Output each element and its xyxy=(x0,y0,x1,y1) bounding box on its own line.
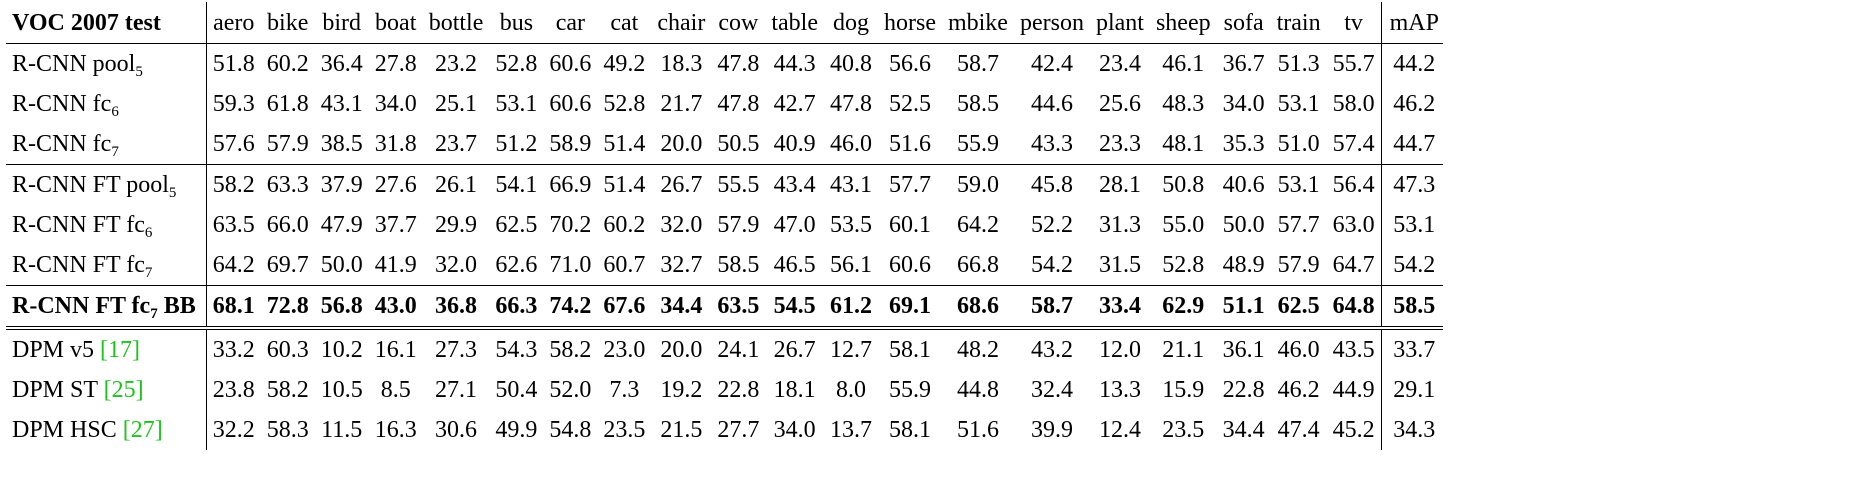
value-cell-sofa: 34.4 xyxy=(1222,417,1265,443)
value-cell-aero: 57.6 xyxy=(206,124,261,165)
citation-link[interactable]: [27] xyxy=(122,417,163,443)
value-cell-aero: 68.1 xyxy=(206,286,261,329)
map-cell: 53.1 xyxy=(1381,205,1443,245)
value-cell-table: 44.3 xyxy=(773,51,816,77)
table-row xyxy=(6,328,1443,370)
value-cell-plant: 33.4 xyxy=(1090,286,1150,329)
value-cell-cat: 23.5 xyxy=(603,417,646,443)
value-cell-cow: 47.8 xyxy=(717,51,760,77)
value-cell-car: 60.6 xyxy=(549,91,592,117)
value-cell-cat: 52.8 xyxy=(603,91,646,117)
value-cell-person: 44.6 xyxy=(1030,91,1073,117)
value-cell-aero: 59.3 xyxy=(212,91,255,117)
column-header-cow: cow xyxy=(711,2,765,44)
column-header-table: table xyxy=(765,2,824,44)
value-cell-plant: 12.0 xyxy=(1098,337,1141,363)
value-cell-train: 53.1 xyxy=(1277,91,1320,117)
value-cell-boat: 27.6 xyxy=(374,172,417,198)
value-cell-car: 54.8 xyxy=(549,417,592,443)
value-cell-car: 71.0 xyxy=(543,245,597,286)
value-cell-bus: 50.4 xyxy=(495,377,538,403)
value-cell-tv: 64.8 xyxy=(1327,286,1382,329)
method-label: DPM ST xyxy=(12,377,104,403)
value-cell-bottle: 23.2 xyxy=(435,51,478,77)
value-cell-horse: 58.1 xyxy=(888,417,931,443)
value-cell-car: 52.0 xyxy=(549,377,592,403)
value-cell-bottle: 27.3 xyxy=(435,337,478,363)
map-cell: 34.3 xyxy=(1381,410,1443,450)
value-cell-cow: 27.7 xyxy=(717,417,760,443)
value-cell-table: 42.7 xyxy=(773,91,816,117)
method-label: DPM v5 xyxy=(12,337,101,363)
value-cell-mbike: 51.6 xyxy=(956,417,999,443)
value-cell-bird: 56.8 xyxy=(315,286,369,329)
method-label: R-CNN FT fc xyxy=(12,293,151,319)
column-header-boat: boat xyxy=(369,2,423,44)
map-cell: 47.3 xyxy=(1381,165,1443,206)
value-cell-cow: 47.8 xyxy=(717,91,760,117)
value-cell-person: 58.7 xyxy=(1014,286,1090,329)
value-cell-bottle: 26.1 xyxy=(435,172,478,198)
value-cell-table: 47.0 xyxy=(773,212,816,238)
value-cell-train: 57.9 xyxy=(1271,245,1327,286)
table-row xyxy=(6,245,1443,286)
value-cell-sheep: 55.0 xyxy=(1162,212,1205,238)
method-name xyxy=(6,124,206,165)
map-cell: 44.2 xyxy=(1381,44,1443,85)
method-name xyxy=(6,245,206,286)
value-cell-plant: 13.3 xyxy=(1098,377,1141,403)
value-cell-sheep: 46.1 xyxy=(1162,51,1205,77)
value-cell-sofa: 50.0 xyxy=(1222,212,1265,238)
value-cell-person: 43.3 xyxy=(1014,124,1090,165)
method-label: R-CNN FT pool xyxy=(12,172,169,198)
value-cell-horse: 56.6 xyxy=(888,51,931,77)
value-cell-bike: 58.3 xyxy=(266,417,309,443)
value-cell-boat: 31.8 xyxy=(369,124,423,165)
method-label: R-CNN FT fc xyxy=(12,212,145,238)
value-cell-sofa: 36.7 xyxy=(1222,51,1265,77)
value-cell-aero: 33.2 xyxy=(212,337,255,363)
value-cell-table: 46.5 xyxy=(765,245,824,286)
value-cell-boat: 34.0 xyxy=(374,91,417,117)
column-header-horse: horse xyxy=(878,2,942,44)
value-cell-table: 43.4 xyxy=(773,172,816,198)
value-cell-person: 54.2 xyxy=(1014,245,1090,286)
value-cell-plant: 31.5 xyxy=(1090,245,1150,286)
value-cell-cow: 55.5 xyxy=(717,172,760,198)
method-suffix: BB xyxy=(157,293,196,319)
table-row xyxy=(6,286,1443,329)
value-cell-bottle: 30.6 xyxy=(435,417,478,443)
value-cell-tv: 58.0 xyxy=(1332,91,1375,117)
column-header-bird: bird xyxy=(315,2,369,44)
method-name xyxy=(6,205,206,245)
column-header-map: mAP xyxy=(1381,2,1443,44)
value-cell-train: 62.5 xyxy=(1271,286,1327,329)
value-cell-bike: 58.2 xyxy=(266,377,309,403)
value-cell-table: 26.7 xyxy=(773,337,816,363)
value-cell-cow: 58.5 xyxy=(711,245,765,286)
value-cell-dog: 53.5 xyxy=(829,212,872,238)
value-cell-tv: 56.4 xyxy=(1332,172,1375,198)
value-cell-sheep: 48.3 xyxy=(1162,91,1205,117)
value-cell-chair: 32.7 xyxy=(651,245,711,286)
value-cell-cow: 22.8 xyxy=(717,377,760,403)
value-cell-table: 34.0 xyxy=(773,417,816,443)
value-cell-mbike: 44.8 xyxy=(956,377,999,403)
value-cell-tv: 63.0 xyxy=(1332,212,1375,238)
value-cell-bottle: 27.1 xyxy=(435,377,478,403)
value-cell-bird: 36.4 xyxy=(320,51,363,77)
value-cell-cat: 7.3 xyxy=(609,377,640,403)
value-cell-bird: 50.0 xyxy=(315,245,369,286)
value-cell-chair: 20.0 xyxy=(651,124,711,165)
value-cell-horse: 60.1 xyxy=(888,212,931,238)
value-cell-horse: 58.1 xyxy=(888,337,931,363)
results-table xyxy=(6,2,1443,450)
method-name xyxy=(6,370,206,410)
value-cell-cat: 49.2 xyxy=(603,51,646,77)
value-cell-mbike: 58.7 xyxy=(956,51,999,77)
value-cell-boat: 43.0 xyxy=(369,286,423,329)
value-cell-bike: 66.0 xyxy=(266,212,309,238)
value-cell-bus: 62.6 xyxy=(489,245,543,286)
value-cell-sheep: 50.8 xyxy=(1162,172,1205,198)
column-header-cat: cat xyxy=(597,2,651,44)
map-cell: 58.5 xyxy=(1381,286,1443,329)
value-cell-aero: 32.2 xyxy=(212,417,255,443)
value-cell-sheep: 21.1 xyxy=(1162,337,1205,363)
value-cell-bus: 66.3 xyxy=(489,286,543,329)
table-row xyxy=(6,370,1443,410)
value-cell-chair: 20.0 xyxy=(660,337,703,363)
value-cell-sofa: 48.9 xyxy=(1217,245,1271,286)
value-cell-bus: 62.5 xyxy=(495,212,538,238)
value-cell-car: 74.2 xyxy=(543,286,597,329)
method-label: DPM HSC xyxy=(12,417,123,443)
value-cell-horse: 51.6 xyxy=(878,124,942,165)
value-cell-train: 46.0 xyxy=(1277,337,1320,363)
method-label: R-CNN FT fc xyxy=(12,252,145,278)
value-cell-person: 52.2 xyxy=(1030,212,1073,238)
value-cell-chair: 21.5 xyxy=(660,417,703,443)
value-cell-dog: 13.7 xyxy=(829,417,872,443)
value-cell-plant: 23.4 xyxy=(1098,51,1141,77)
table-title: VOC 2007 test xyxy=(6,2,206,44)
value-cell-chair: 32.0 xyxy=(660,212,703,238)
value-cell-bird: 47.9 xyxy=(320,212,363,238)
map-cell: 44.7 xyxy=(1381,124,1443,165)
value-cell-bird: 10.5 xyxy=(320,377,363,403)
value-cell-bird: 10.2 xyxy=(320,337,363,363)
value-cell-car: 60.6 xyxy=(549,51,592,77)
value-cell-boat: 41.9 xyxy=(369,245,423,286)
value-cell-chair: 18.3 xyxy=(660,51,703,77)
value-cell-train: 47.4 xyxy=(1277,417,1320,443)
column-header-car: car xyxy=(543,2,597,44)
table-row xyxy=(6,124,1443,165)
method-subscript: 7 xyxy=(150,306,158,322)
column-header-bottle: bottle xyxy=(423,2,490,44)
value-cell-tv: 55.7 xyxy=(1332,51,1375,77)
table-body xyxy=(6,44,1443,451)
column-header-dog: dog xyxy=(824,2,878,44)
value-cell-dog: 8.0 xyxy=(835,377,866,403)
value-cell-chair: 21.7 xyxy=(660,91,703,117)
value-cell-tv: 57.4 xyxy=(1327,124,1382,165)
method-subscript: 7 xyxy=(144,265,153,281)
value-cell-sheep: 62.9 xyxy=(1150,286,1217,329)
value-cell-plant: 31.3 xyxy=(1098,212,1141,238)
value-cell-table: 40.9 xyxy=(765,124,824,165)
value-cell-plant: 25.6 xyxy=(1098,91,1141,117)
value-cell-boat: 16.1 xyxy=(374,337,417,363)
value-cell-sofa: 36.1 xyxy=(1222,337,1265,363)
value-cell-train: 53.1 xyxy=(1277,172,1320,198)
value-cell-tv: 64.7 xyxy=(1327,245,1382,286)
value-cell-aero: 64.2 xyxy=(206,245,261,286)
value-cell-bottle: 29.9 xyxy=(435,212,478,238)
table-row xyxy=(6,205,1443,245)
map-cell: 29.1 xyxy=(1381,370,1443,410)
value-cell-sheep: 23.5 xyxy=(1162,417,1205,443)
value-cell-sheep: 15.9 xyxy=(1162,377,1205,403)
value-cell-horse: 55.9 xyxy=(888,377,931,403)
method-label: R-CNN fc xyxy=(12,131,112,157)
value-cell-cow: 50.5 xyxy=(711,124,765,165)
value-cell-cat: 67.6 xyxy=(597,286,651,329)
value-cell-table: 54.5 xyxy=(765,286,824,329)
value-cell-boat: 37.7 xyxy=(374,212,417,238)
value-cell-bird: 37.9 xyxy=(320,172,363,198)
map-cell: 46.2 xyxy=(1381,84,1443,124)
value-cell-horse: 69.1 xyxy=(878,286,942,329)
value-cell-plant: 28.1 xyxy=(1098,172,1141,198)
value-cell-horse: 57.7 xyxy=(888,172,931,198)
column-header-tv: tv xyxy=(1327,2,1382,44)
value-cell-aero: 51.8 xyxy=(212,51,255,77)
column-header-train: train xyxy=(1271,2,1327,44)
value-cell-bottle: 36.8 xyxy=(423,286,490,329)
value-cell-chair: 34.4 xyxy=(651,286,711,329)
method-subscript: 7 xyxy=(111,144,119,160)
value-cell-bird: 43.1 xyxy=(320,91,363,117)
value-cell-boat: 16.3 xyxy=(374,417,417,443)
value-cell-mbike: 68.6 xyxy=(942,286,1014,329)
value-cell-dog: 40.8 xyxy=(829,51,872,77)
value-cell-bike: 60.3 xyxy=(266,337,309,363)
method-label: R-CNN fc xyxy=(12,91,112,117)
column-header-bike: bike xyxy=(261,2,315,44)
method-name xyxy=(6,165,206,206)
method-subscript: 5 xyxy=(168,185,177,201)
value-cell-bottle: 23.7 xyxy=(423,124,490,165)
value-cell-bird: 11.5 xyxy=(321,417,363,443)
column-header-mbike: mbike xyxy=(942,2,1014,44)
value-cell-chair: 26.7 xyxy=(660,172,703,198)
value-cell-tv: 43.5 xyxy=(1332,337,1375,363)
value-cell-dog: 47.8 xyxy=(829,91,872,117)
value-cell-mbike: 66.8 xyxy=(942,245,1014,286)
value-cell-mbike: 55.9 xyxy=(942,124,1014,165)
citation-link[interactable]: [17] xyxy=(100,337,141,363)
value-cell-bike: 69.7 xyxy=(261,245,315,286)
value-cell-person: 39.9 xyxy=(1030,417,1073,443)
value-cell-tv: 44.9 xyxy=(1332,377,1375,403)
value-cell-bottle: 32.0 xyxy=(423,245,490,286)
value-cell-bus: 54.3 xyxy=(495,337,538,363)
table-row xyxy=(6,410,1443,450)
value-cell-bike: 63.3 xyxy=(266,172,309,198)
value-cell-dog: 56.1 xyxy=(824,245,878,286)
method-subscript: 6 xyxy=(111,104,119,120)
method-name xyxy=(6,44,206,85)
column-header-sofa: sofa xyxy=(1217,2,1271,44)
column-header-chair: chair xyxy=(651,2,711,44)
value-cell-cat: 51.4 xyxy=(597,124,651,165)
value-cell-bus: 54.1 xyxy=(495,172,538,198)
value-cell-sofa: 35.3 xyxy=(1217,124,1271,165)
value-cell-train: 51.0 xyxy=(1271,124,1327,165)
table-row xyxy=(6,84,1443,124)
value-cell-bus: 52.8 xyxy=(495,51,538,77)
method-name xyxy=(6,328,206,370)
map-cell: 33.7 xyxy=(1381,328,1443,370)
method-name xyxy=(6,286,206,329)
value-cell-cat: 23.0 xyxy=(603,337,646,363)
column-header-bus: bus xyxy=(489,2,543,44)
value-cell-car: 66.9 xyxy=(549,172,592,198)
value-cell-bike: 72.8 xyxy=(261,286,315,329)
value-cell-person: 45.8 xyxy=(1030,172,1073,198)
value-cell-bike: 60.2 xyxy=(266,51,309,77)
value-cell-dog: 43.1 xyxy=(829,172,872,198)
value-cell-sofa: 34.0 xyxy=(1222,91,1265,117)
method-subscript: 6 xyxy=(144,225,153,241)
value-cell-train: 46.2 xyxy=(1277,377,1320,403)
value-cell-sofa: 22.8 xyxy=(1222,377,1265,403)
value-cell-train: 57.7 xyxy=(1277,212,1320,238)
value-cell-mbike: 58.5 xyxy=(956,91,999,117)
value-cell-bus: 53.1 xyxy=(495,91,538,117)
value-cell-sofa: 51.1 xyxy=(1217,286,1271,329)
table-row xyxy=(6,165,1443,206)
value-cell-bus: 49.9 xyxy=(495,417,538,443)
value-cell-chair: 19.2 xyxy=(660,377,703,403)
method-name xyxy=(6,84,206,124)
value-cell-sofa: 40.6 xyxy=(1222,172,1265,198)
value-cell-person: 42.4 xyxy=(1030,51,1073,77)
value-cell-car: 70.2 xyxy=(549,212,592,238)
method-label: R-CNN pool xyxy=(12,51,136,77)
value-cell-horse: 52.5 xyxy=(888,91,931,117)
value-cell-bus: 51.2 xyxy=(489,124,543,165)
value-cell-dog: 46.0 xyxy=(824,124,878,165)
value-cell-plant: 23.3 xyxy=(1090,124,1150,165)
column-header-sheep: sheep xyxy=(1150,2,1217,44)
method-subscript: 5 xyxy=(135,64,143,80)
value-cell-boat: 27.8 xyxy=(374,51,417,77)
value-cell-person: 43.2 xyxy=(1030,337,1073,363)
value-cell-mbike: 64.2 xyxy=(956,212,999,238)
value-cell-bottle: 25.1 xyxy=(435,91,478,117)
column-header-plant: plant xyxy=(1090,2,1150,44)
table-row xyxy=(6,44,1443,85)
value-cell-car: 58.2 xyxy=(549,337,592,363)
value-cell-aero: 58.2 xyxy=(212,172,255,198)
column-header-aero: aero xyxy=(206,2,261,44)
value-cell-tv: 45.2 xyxy=(1332,417,1375,443)
map-cell: 54.2 xyxy=(1381,245,1443,286)
value-cell-mbike: 48.2 xyxy=(956,337,999,363)
value-cell-cat: 60.2 xyxy=(603,212,646,238)
value-cell-bird: 38.5 xyxy=(315,124,369,165)
value-cell-cow: 24.1 xyxy=(717,337,760,363)
value-cell-sheep: 48.1 xyxy=(1150,124,1217,165)
value-cell-sheep: 52.8 xyxy=(1150,245,1217,286)
value-cell-aero: 23.8 xyxy=(212,377,255,403)
value-cell-dog: 12.7 xyxy=(829,337,872,363)
value-cell-plant: 12.4 xyxy=(1098,417,1141,443)
value-cell-bike: 57.9 xyxy=(261,124,315,165)
value-cell-boat: 8.5 xyxy=(380,377,411,403)
header-row xyxy=(6,2,1443,44)
value-cell-person: 32.4 xyxy=(1030,377,1073,403)
value-cell-dog: 61.2 xyxy=(824,286,878,329)
value-cell-horse: 60.6 xyxy=(878,245,942,286)
value-cell-car: 58.9 xyxy=(543,124,597,165)
value-cell-aero: 63.5 xyxy=(212,212,255,238)
value-cell-cat: 60.7 xyxy=(597,245,651,286)
value-cell-cow: 57.9 xyxy=(717,212,760,238)
value-cell-mbike: 59.0 xyxy=(956,172,999,198)
value-cell-cat: 51.4 xyxy=(603,172,646,198)
citation-link[interactable]: [25] xyxy=(103,377,144,403)
value-cell-table: 18.1 xyxy=(773,377,816,403)
value-cell-cow: 63.5 xyxy=(711,286,765,329)
column-header-person: person xyxy=(1014,2,1090,44)
method-name xyxy=(6,410,206,450)
value-cell-train: 51.3 xyxy=(1277,51,1320,77)
value-cell-bike: 61.8 xyxy=(266,91,309,117)
